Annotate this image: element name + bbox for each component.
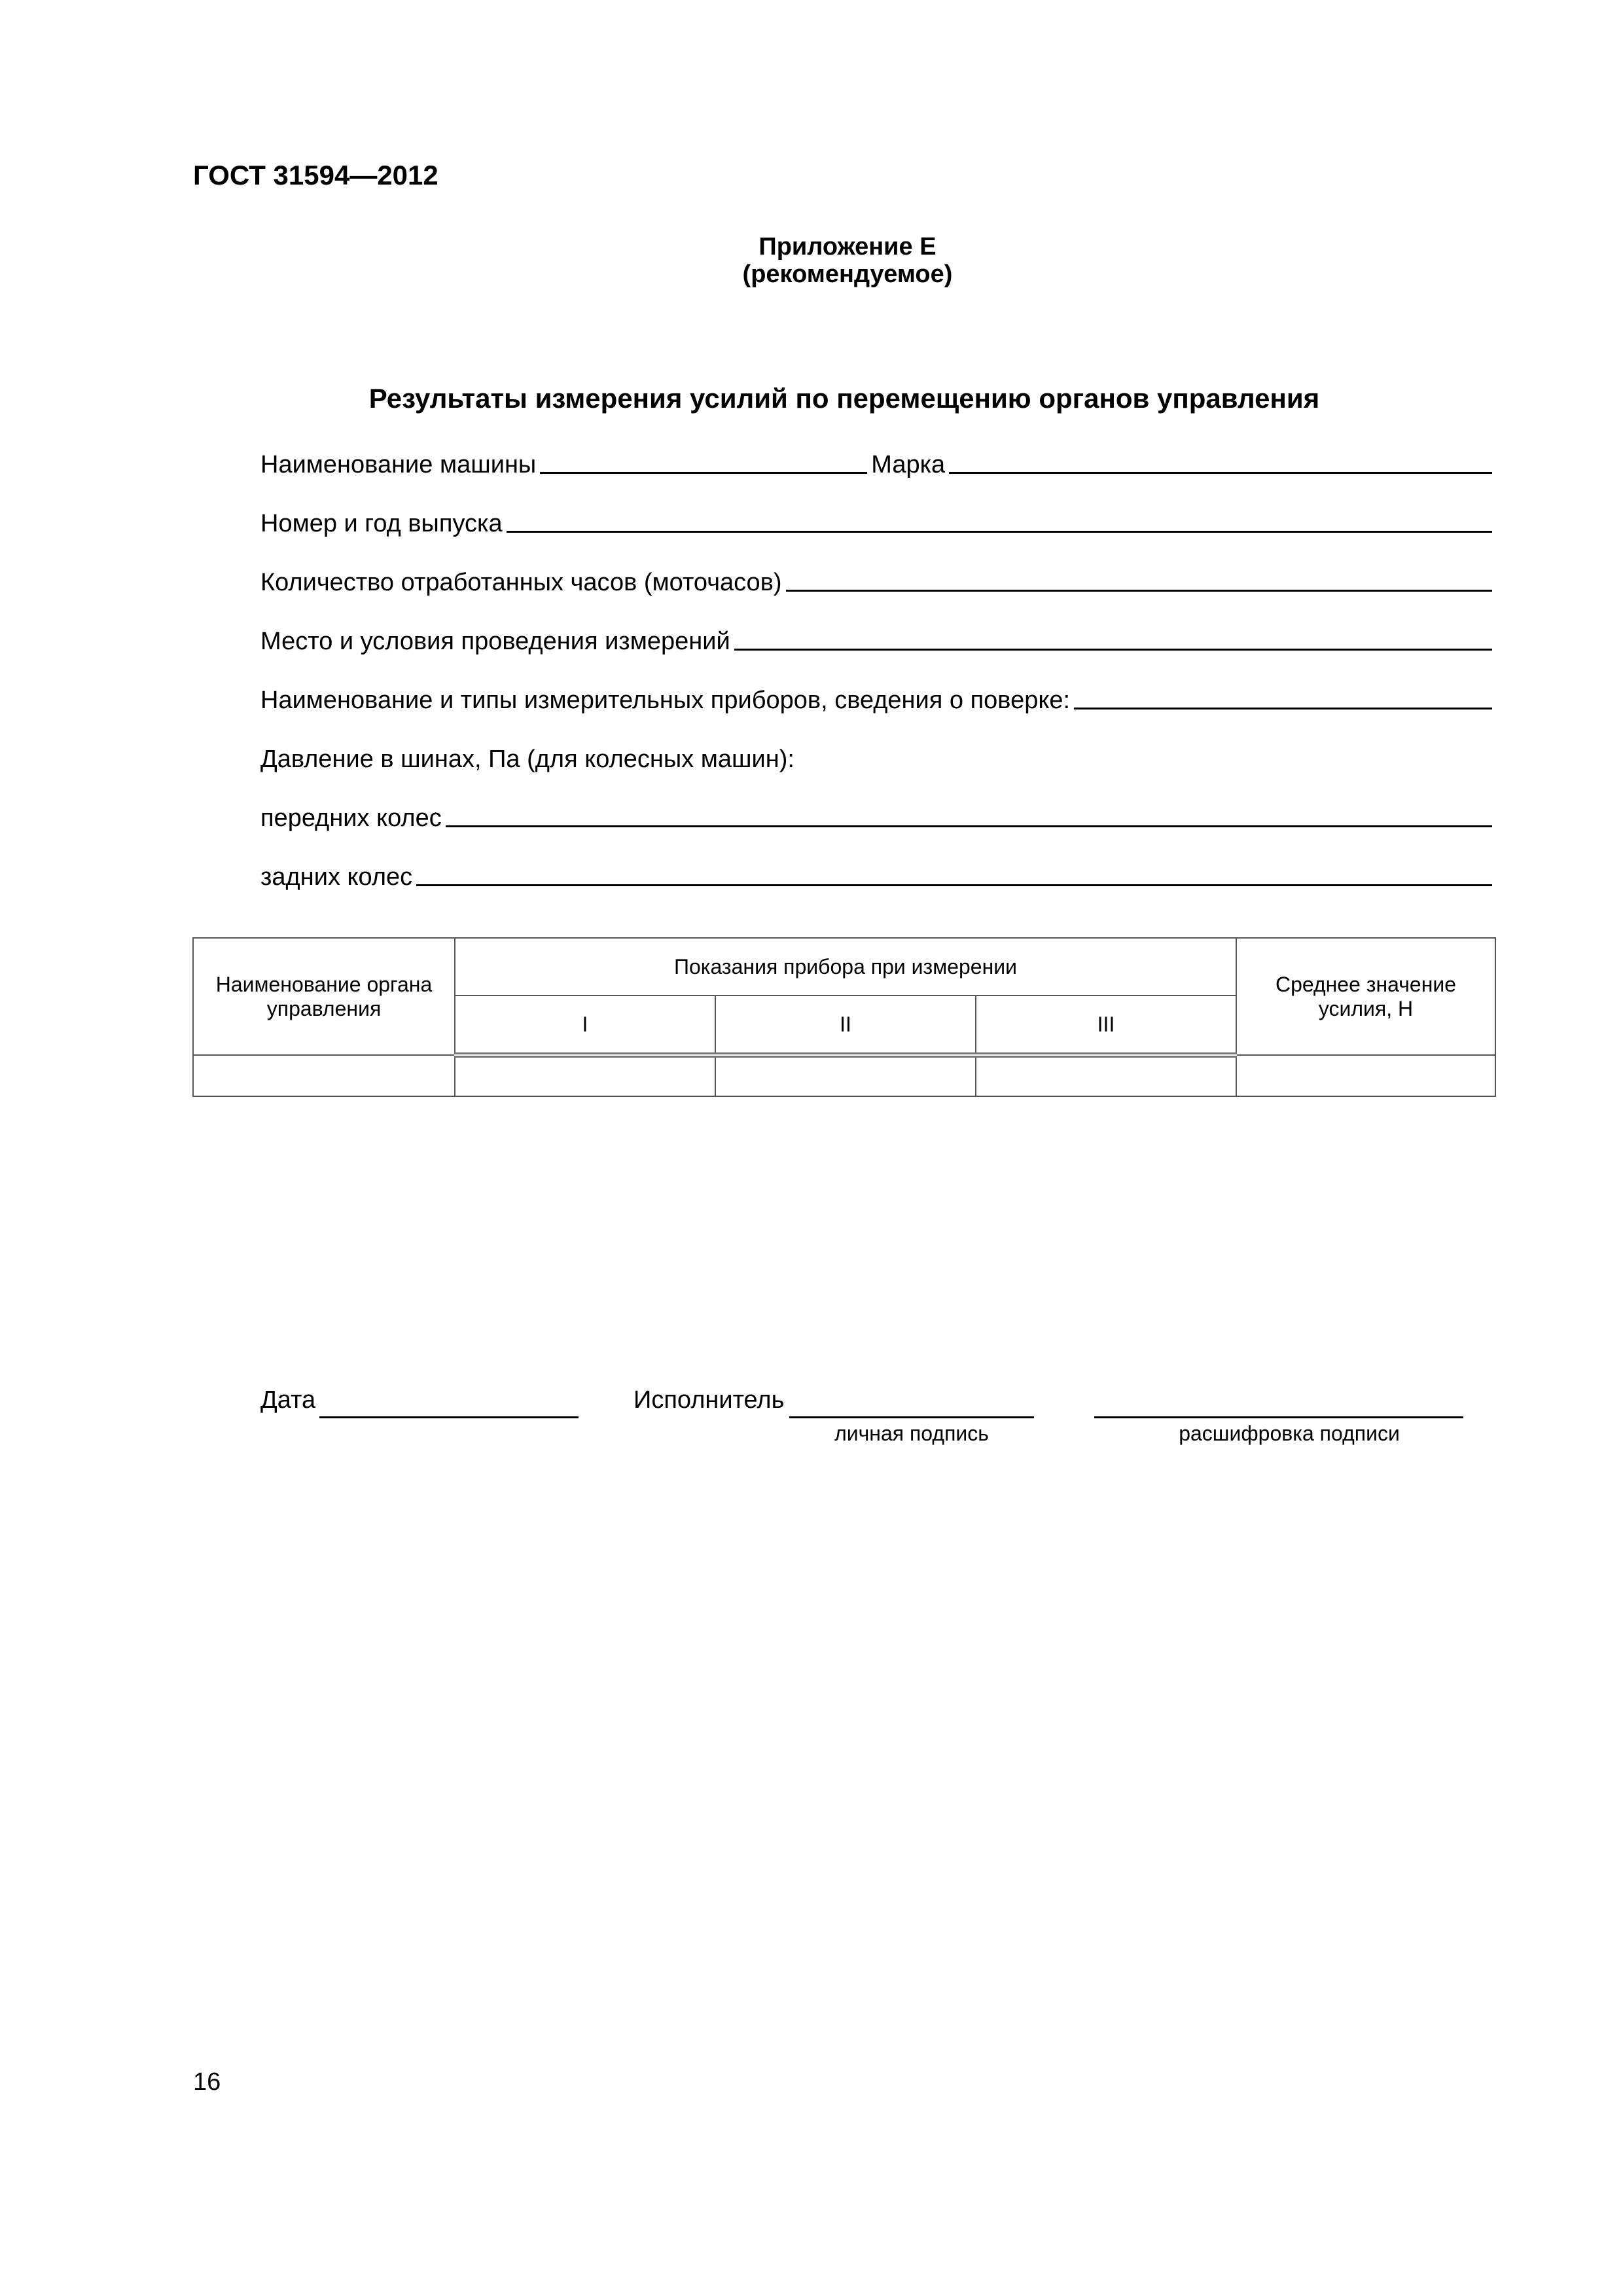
- front-wheels-label: передних колес: [260, 804, 442, 832]
- page-number: 16: [193, 2068, 221, 2096]
- form-row-serial: [260, 505, 1492, 538]
- serial-year-label: Номер и год выпуска: [260, 510, 503, 537]
- machine-name-field[interactable]: [540, 472, 867, 474]
- executor-label: Исполнитель: [633, 1386, 785, 1414]
- table-cell[interactable]: [976, 1055, 1236, 1096]
- place-label: Место и условия проведения измерений: [260, 628, 730, 655]
- hours-label: Количество отработанных часов (моточасов): [260, 569, 782, 596]
- front-wheels-field[interactable]: [446, 825, 1492, 827]
- rear-wheels-field[interactable]: [416, 884, 1492, 886]
- form-row-rear-wheels: [260, 859, 1492, 891]
- serial-year-field[interactable]: [507, 531, 1492, 533]
- brand-label: Марка: [871, 451, 946, 478]
- form-row-place: [260, 623, 1492, 656]
- tire-pressure-label: Давление в шинах, Па (для колесных машин):: [260, 745, 794, 773]
- personal-signature-caption: личная подпись: [834, 1422, 989, 1445]
- instruments-field[interactable]: [1074, 708, 1492, 709]
- page-title: Результаты измерения усилий по перемещению органов управления: [368, 383, 1320, 414]
- col-header-average: Среднее значение усилия, Н: [1236, 938, 1495, 1055]
- col-header-readings: Показания прибора при измерении: [455, 938, 1236, 996]
- brand-field[interactable]: [949, 472, 1492, 474]
- date-field[interactable]: [319, 1416, 579, 1418]
- signature-decoding-field[interactable]: [1094, 1416, 1463, 1418]
- table-cell[interactable]: [715, 1055, 976, 1096]
- col-header-reading-1: I: [455, 996, 715, 1055]
- instruments-label: Наименование и типы измерительных приборов, сведения о поверке:: [260, 687, 1071, 714]
- results-table: [192, 937, 1496, 1097]
- form-row-machine: [260, 446, 1492, 479]
- document-header: ГОСТ 31594—2012: [193, 160, 438, 190]
- date-label: Дата: [260, 1386, 316, 1414]
- appendix-note: (рекомендуемое): [742, 260, 953, 288]
- table-row: [193, 1055, 1495, 1096]
- table-cell[interactable]: [193, 1055, 455, 1096]
- hours-field[interactable]: [786, 590, 1492, 592]
- table-cell[interactable]: [1236, 1055, 1495, 1096]
- col-header-reading-2: II: [715, 996, 976, 1055]
- col-header-reading-3: III: [976, 996, 1236, 1055]
- place-field[interactable]: [734, 649, 1492, 651]
- form-row-tire-pressure: [260, 741, 1492, 774]
- rear-wheels-label: задних колес: [260, 863, 413, 891]
- form-row-hours: [260, 564, 1492, 597]
- form-row-front-wheels: [260, 800, 1492, 833]
- form-row-instruments: [260, 682, 1492, 715]
- table-cell[interactable]: [455, 1055, 715, 1096]
- signature-decoding-caption: расшифровка подписи: [1179, 1422, 1400, 1445]
- personal-signature-field[interactable]: [789, 1416, 1034, 1418]
- col-header-control: Наименование органа управления: [193, 938, 455, 1055]
- appendix-title: Приложение Е: [758, 233, 936, 260]
- machine-name-label: Наименование машины: [260, 451, 537, 478]
